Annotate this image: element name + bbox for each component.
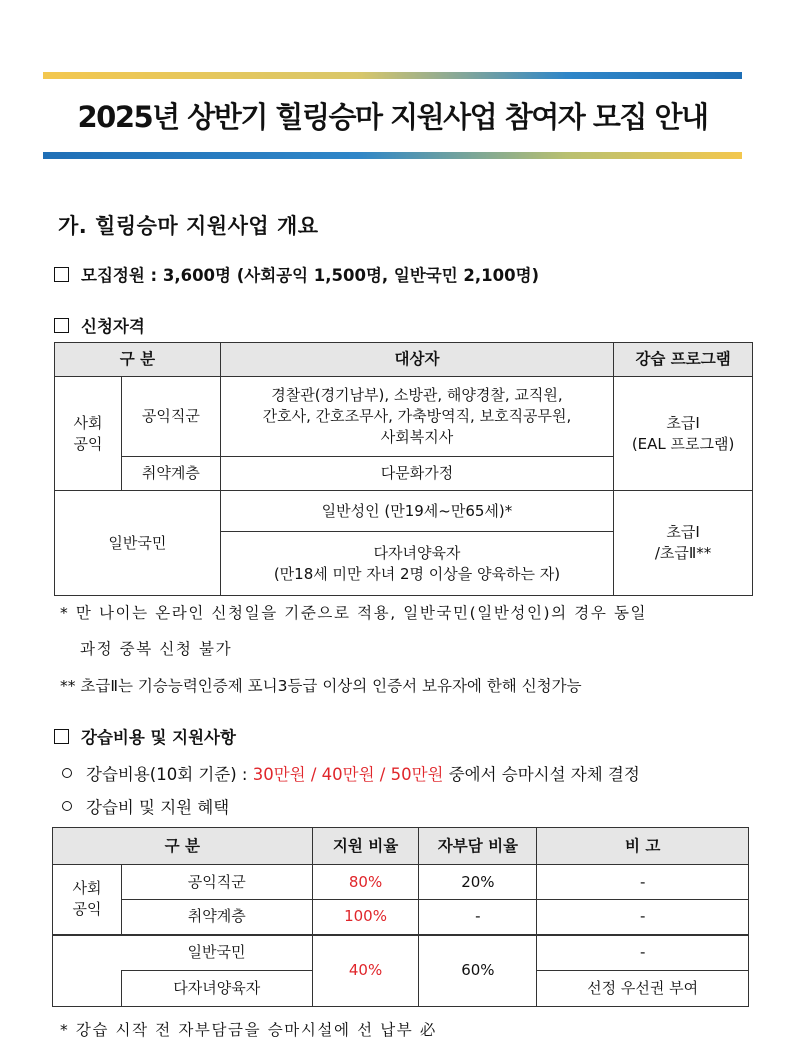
eligibility-target-cell: 다자녀양육자 (만18세 미만 자녀 2명 이상을 양육하는 자): [220, 532, 613, 596]
bullet-circle-icon: [62, 801, 72, 811]
benefit-text: 강습비 및 지원 혜택: [86, 798, 230, 817]
checkbox-square-icon: [54, 267, 69, 282]
eligibility-header-target: 대상자: [220, 343, 613, 377]
fees-self-cell: 20%: [419, 865, 537, 900]
benefit-line: [62, 794, 229, 818]
cost-line: [62, 761, 640, 785]
fees-general-support: 40%: [312, 935, 419, 1007]
fees-label: 강습비용 및 지원사항: [81, 728, 236, 747]
fees-header-support: 지원 비율: [312, 828, 419, 865]
eligibility-category-cell: 취약계층: [121, 457, 220, 491]
eligibility-social-label: 사회 공익: [55, 377, 122, 491]
fees-category-cell: 공익직군: [121, 865, 312, 900]
section-heading: 가. 힐링승마 지원사업 개요: [58, 214, 319, 238]
page-title: 2025년 상반기 힐링승마 지원사업 참여자 모집 안내: [77, 100, 708, 134]
checkbox-square-icon: [54, 729, 69, 744]
note-age-continued: 과정 중복 신청 불가: [80, 640, 233, 658]
eligibility-target-cell: 일반성인 (만19세~만65세)*: [220, 491, 613, 532]
fees-header-category: 구 분: [53, 828, 313, 865]
eligibility-target-cell: 경찰관(경기남부), 소방관, 해양경찰, 교직원, 간호사, 간호조무사, 가축방역직, 보호직공무원, 사회복지사: [220, 377, 613, 457]
fees-social-label: 사회 공익: [53, 865, 122, 935]
fees-support-cell: 80%: [312, 865, 419, 900]
fees-general-spacer: [53, 935, 122, 971]
fees-general-note: 선정 우선권 부여: [537, 971, 749, 1007]
cost-prefix: 강습비용(10회 기준) :: [86, 765, 253, 784]
note-advanced: ** 초급Ⅱ는 기승능력인증제 포니3등급 이상의 인증서 보유자에 한해 신청가능: [60, 677, 582, 695]
fees-table: [52, 827, 749, 1007]
cost-suffix: 중에서 승마시설 자체 결정: [443, 765, 640, 784]
recruitment-text: 모집정원 : 3,600명 (사회공익 1,500명, 일반국민 2,100명): [81, 266, 540, 285]
eligibility-heading: [54, 313, 145, 337]
eligibility-target-cell: 다문화가정: [220, 457, 613, 491]
fees-general-label: 일반국민: [121, 935, 312, 971]
fees-general-sub: 다자녀양육자: [121, 971, 312, 1007]
fees-general-self: 60%: [419, 935, 537, 1007]
eligibility-general-program: 초급Ⅰ /초급Ⅱ**: [614, 491, 753, 596]
fees-general-spacer: [53, 971, 122, 1007]
eligibility-category-cell: 공익직군: [121, 377, 220, 457]
fees-note-cell: -: [537, 865, 749, 900]
fees-note-cell: -: [537, 900, 749, 935]
eligibility-header-category: 구 분: [55, 343, 221, 377]
note-age: * 만 나이는 온라인 신청일을 기준으로 적용, 일반국민(일반성인)의 경우 동일: [60, 604, 648, 622]
title-bar-bottom: [43, 152, 742, 159]
fees-header-note: 비 고: [537, 828, 749, 865]
bullet-circle-icon: [62, 768, 72, 778]
eligibility-label: 신청자격: [81, 317, 145, 336]
fees-heading: [54, 724, 236, 748]
fees-footnote: * 강습 시작 전 자부담금을 승마시설에 선 납부 必: [60, 1021, 437, 1039]
eligibility-header-program: 강습 프로그램: [614, 343, 753, 377]
title-bar-top: [43, 72, 742, 79]
recruitment-line: [54, 262, 539, 286]
fees-category-cell: 취약계층: [121, 900, 312, 935]
fees-header-self: 자부담 비율: [419, 828, 537, 865]
checkbox-square-icon: [54, 318, 69, 333]
cost-values: 30만원 / 40만원 / 50만원: [252, 765, 444, 784]
eligibility-general-label: 일반국민: [55, 491, 221, 596]
fees-self-cell: -: [419, 900, 537, 935]
fees-general-note: -: [537, 935, 749, 971]
eligibility-table: [54, 342, 753, 596]
fees-support-cell: 100%: [312, 900, 419, 935]
eligibility-social-program: 초급Ⅰ (EAL 프로그램): [614, 377, 753, 491]
